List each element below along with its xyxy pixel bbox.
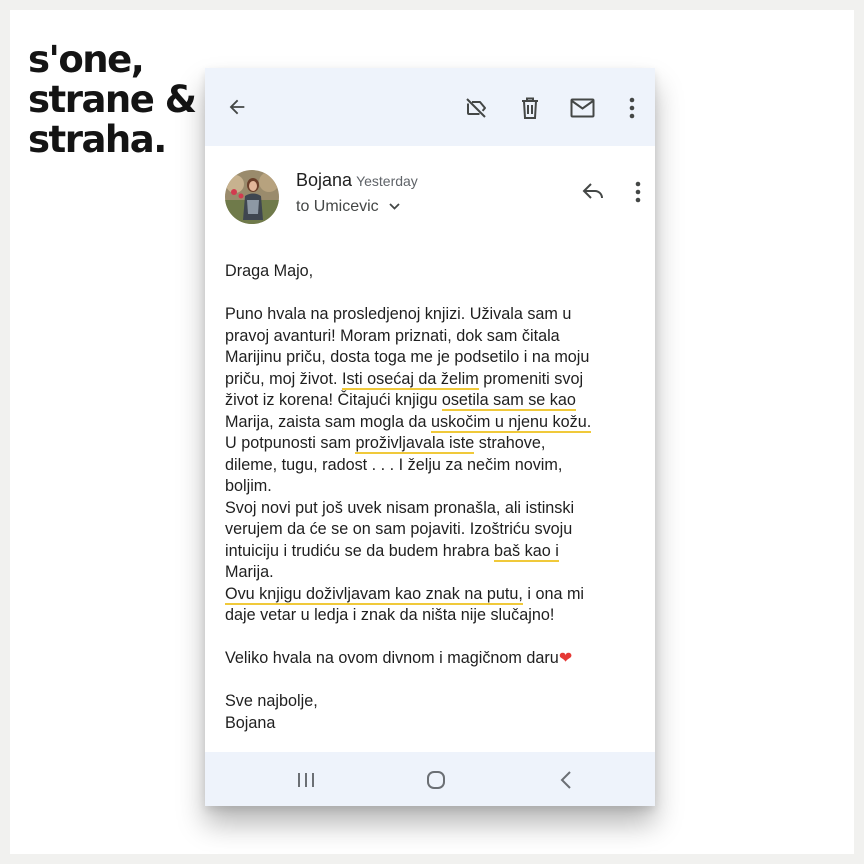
sender-name xyxy=(296,170,418,191)
more-vert-icon[interactable] xyxy=(635,181,641,203)
body-line: Marija. xyxy=(225,563,274,581)
body-text: Veliko hvala na ovom divnom i magičnom daru xyxy=(225,649,559,667)
signature: Bojana xyxy=(225,713,276,732)
body-line xyxy=(225,390,650,412)
system-nav-bar xyxy=(205,752,655,806)
recipient-label: to Umicevic xyxy=(296,198,379,215)
highlighted-text: osetila sam se kao xyxy=(441,391,576,409)
email-screenshot xyxy=(205,68,655,806)
highlighted-text: uskočim u njenu kožu. xyxy=(431,412,592,431)
body-text: promeniti svoj xyxy=(483,369,584,388)
highlighted-text: proživljavala iste xyxy=(355,434,475,452)
email-body xyxy=(225,261,650,734)
highlighted-text: baš kao i xyxy=(494,541,559,560)
brand-logo xyxy=(28,40,196,160)
body-line xyxy=(225,369,650,391)
highlighted-text: Isti osećaj da želim xyxy=(341,369,479,388)
avatar[interactable] xyxy=(225,170,279,224)
body-line xyxy=(225,648,650,670)
back-arrow-icon[interactable] xyxy=(226,96,248,118)
body-line: verujem da će se on sam pojaviti. Izoštriću svoju xyxy=(225,520,573,538)
body-text: U potpunosti sam xyxy=(225,434,351,452)
top-app-bar xyxy=(205,68,655,146)
message-time: Yesterday xyxy=(356,173,418,189)
body-text: strahove, xyxy=(478,434,546,452)
body-line: pravoj avanturi! Moram priznati, dok sam čitala xyxy=(225,326,560,345)
body-line xyxy=(225,541,650,563)
chevron-down-icon xyxy=(389,203,400,210)
body-line: Puno hvala na prosledjenoj knjizi. Uživala sam u xyxy=(225,305,572,323)
body-text: život iz korena! Čitajući knjigu xyxy=(225,391,438,409)
body-text: i ona mi xyxy=(527,584,585,603)
recipient-details-toggle[interactable] xyxy=(296,198,400,216)
home-icon[interactable] xyxy=(426,770,446,790)
brand-line: straha. xyxy=(28,118,166,161)
greeting: Draga Majo, xyxy=(225,262,314,280)
body-line: boljim. xyxy=(225,477,272,495)
reply-icon[interactable] xyxy=(582,182,604,200)
body-line xyxy=(225,584,650,606)
mail-icon[interactable] xyxy=(570,98,595,118)
trash-icon[interactable] xyxy=(519,96,541,120)
body-text: intuiciju i trudiću se da budem hrabra xyxy=(225,541,490,560)
body-text: Marija, zaista sam mogla da xyxy=(225,412,427,431)
body-text: priču, moj život. xyxy=(225,369,338,388)
body-line xyxy=(225,433,650,455)
brand-line: s'one, xyxy=(28,38,144,81)
body-line: daje vetar u ledja i znak da ništa nije slučajno! xyxy=(225,606,555,624)
sign-off: Sve najbolje, xyxy=(225,692,318,710)
body-line: Marijinu priču, dosta toga me je podsetilo i na moju xyxy=(225,348,590,366)
recent-apps-icon[interactable] xyxy=(297,772,315,788)
sender-name-text: Bojana xyxy=(296,170,353,190)
body-line: dileme, tugu, radost . . . I želju za nečim novim, xyxy=(225,455,563,474)
label-off-icon[interactable] xyxy=(464,96,488,120)
heart-icon: ❤ xyxy=(558,649,573,667)
brand-line: strane & xyxy=(28,78,196,121)
more-vert-icon[interactable] xyxy=(629,97,635,119)
back-nav-icon[interactable] xyxy=(560,770,572,790)
highlighted-text: Ovu knjigu doživljavam kao znak na putu, xyxy=(225,584,523,603)
body-line xyxy=(225,412,650,434)
body-line: Svoj novi put još uvek nisam pronašla, ali istinski xyxy=(225,498,575,517)
